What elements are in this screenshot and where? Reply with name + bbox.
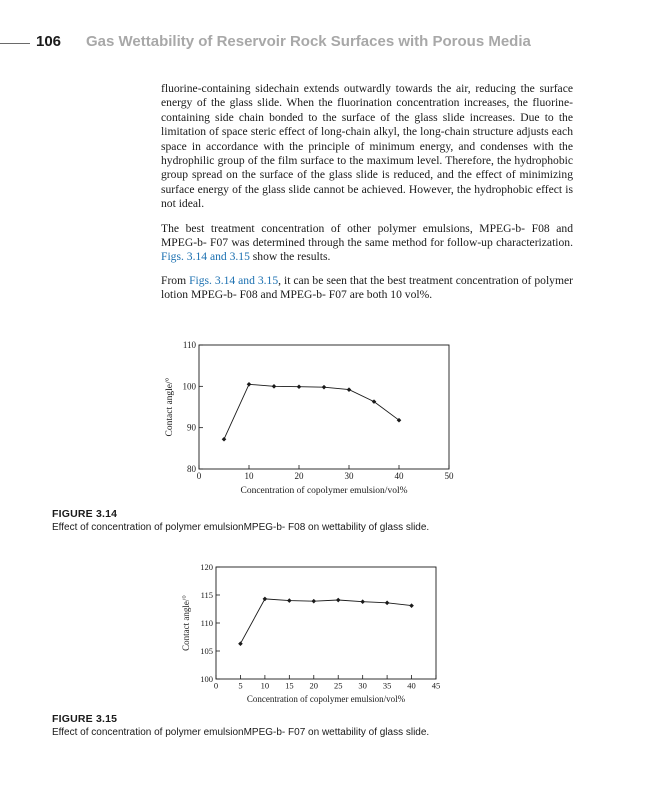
header-rule: [0, 43, 30, 44]
y-tick-label: 90: [187, 422, 196, 433]
page-number: 106: [36, 33, 62, 50]
paragraph-2-text: The best treatment concentration of other polymer emulsions, MPEG-b- F08 and MPEG-b- F07 was determined through the same method for follow-up characterization.: [161, 221, 573, 250]
plot-frame: [216, 567, 436, 679]
data-point: [272, 384, 277, 389]
data-point: [409, 603, 414, 608]
data-point: [360, 599, 365, 604]
x-tick-label: 40: [407, 680, 416, 691]
data-point: [238, 641, 243, 646]
data-point: [385, 601, 390, 606]
data-point: [247, 382, 252, 387]
y-tick-label: 100: [182, 381, 196, 392]
x-axis-label: Concentration of copolymer emulsion/vol%: [240, 486, 408, 496]
data-point: [287, 598, 292, 603]
paragraph-2: [161, 222, 573, 265]
figure-3-14-caption: [52, 508, 429, 533]
x-tick-label: 20: [309, 680, 319, 691]
y-tick-label: 110: [200, 618, 213, 628]
data-point: [297, 384, 302, 389]
figure-3-15-chart: [165, 556, 470, 711]
x-tick-label: 40: [394, 471, 404, 481]
x-tick-label: 50: [444, 471, 454, 481]
data-point: [336, 598, 341, 603]
paragraph-3: [161, 274, 573, 303]
series-line: [240, 599, 411, 644]
x-tick-label: 35: [382, 680, 392, 691]
data-point: [263, 597, 268, 602]
y-tick-label: 120: [200, 562, 213, 572]
figure-label: FIGURE 3.15: [52, 713, 118, 725]
paragraph-3-text: From: [161, 273, 190, 287]
figure-caption-text: Effect of concentration of polymer emulsionMPEG-b- F08 on wettability of glass slide.: [52, 522, 430, 533]
x-tick-label: 20: [294, 471, 304, 481]
x-tick-label: 0: [213, 680, 219, 691]
figure-cross-reference-link[interactable]: Figs. 3.14 and 3.15: [189, 273, 279, 287]
figure-3-15-caption: [52, 713, 429, 738]
plot-frame: [199, 345, 449, 469]
x-tick-label: 15: [285, 680, 294, 691]
data-point: [311, 599, 316, 604]
body-text: [161, 82, 573, 312]
x-tick-label: 10: [260, 680, 270, 691]
data-point: [322, 385, 327, 390]
paragraph-1: fluorine-containing sidechain extends outwardly towards the air, reducing the surface energy of the glass slide. When the fluorination concentration increases, the fluorine-containing side chain bonded to the surface of the glass slide increases. Due to the limitation of space steric effect of long-chain alkyl, the long-chain structure adjusts each space in accordance with the principle of minimum energy, and condenses with the hydrophilic group of the film surface to the maximum level. Therefore, the hydrophobic group spread on the surface of the glass slide is reduced, and the effect of minimizing surface energy of the glass slide cannot be achieved. However, the hydrophobic effect is not ideal.: [161, 82, 573, 211]
x-tick-label: 30: [358, 680, 367, 691]
running-title: Gas Wettability of Reservoir Rock Surfaces with Porous Media: [86, 33, 531, 50]
x-tick-label: 30: [344, 471, 354, 481]
paragraph-3-text-end: , it can be seen that the best treatment concentration of polymer lotion MPEG-b- F08 and MPEG-b- F07 are both 10 vol%.: [161, 273, 573, 302]
page-header: [0, 32, 648, 56]
y-tick-label: 105: [200, 646, 213, 656]
x-axis-label: Concentration of copolymer emulsion/vol%: [246, 694, 406, 704]
x-tick-label: 5: [238, 680, 243, 691]
figure-cross-reference-link[interactable]: Figs. 3.14 and 3.15: [161, 250, 250, 264]
y-tick-label: 100: [200, 674, 213, 684]
paragraph-2-text-end: show the results.: [249, 250, 331, 264]
figure-3-14-chart: [150, 330, 480, 505]
x-tick-label: 45: [431, 680, 441, 691]
data-point: [222, 437, 227, 442]
x-tick-label: 0: [196, 471, 202, 481]
y-tick-label: 115: [200, 590, 213, 600]
figure-label: FIGURE 3.14: [52, 508, 118, 520]
y-tick-label: 110: [182, 340, 196, 350]
x-tick-label: 25: [333, 680, 343, 691]
y-axis-label: Contact angle/°: [165, 377, 175, 437]
y-axis-label: Contact angle/°: [181, 595, 191, 651]
x-tick-label: 10: [244, 471, 254, 481]
data-point: [347, 387, 352, 392]
y-tick-label: 80: [187, 464, 196, 474]
figure-caption-text: Effect of concentration of polymer emulsionMPEG-b- F07 on wettability of glass slide.: [52, 727, 430, 738]
series-line: [224, 384, 399, 439]
